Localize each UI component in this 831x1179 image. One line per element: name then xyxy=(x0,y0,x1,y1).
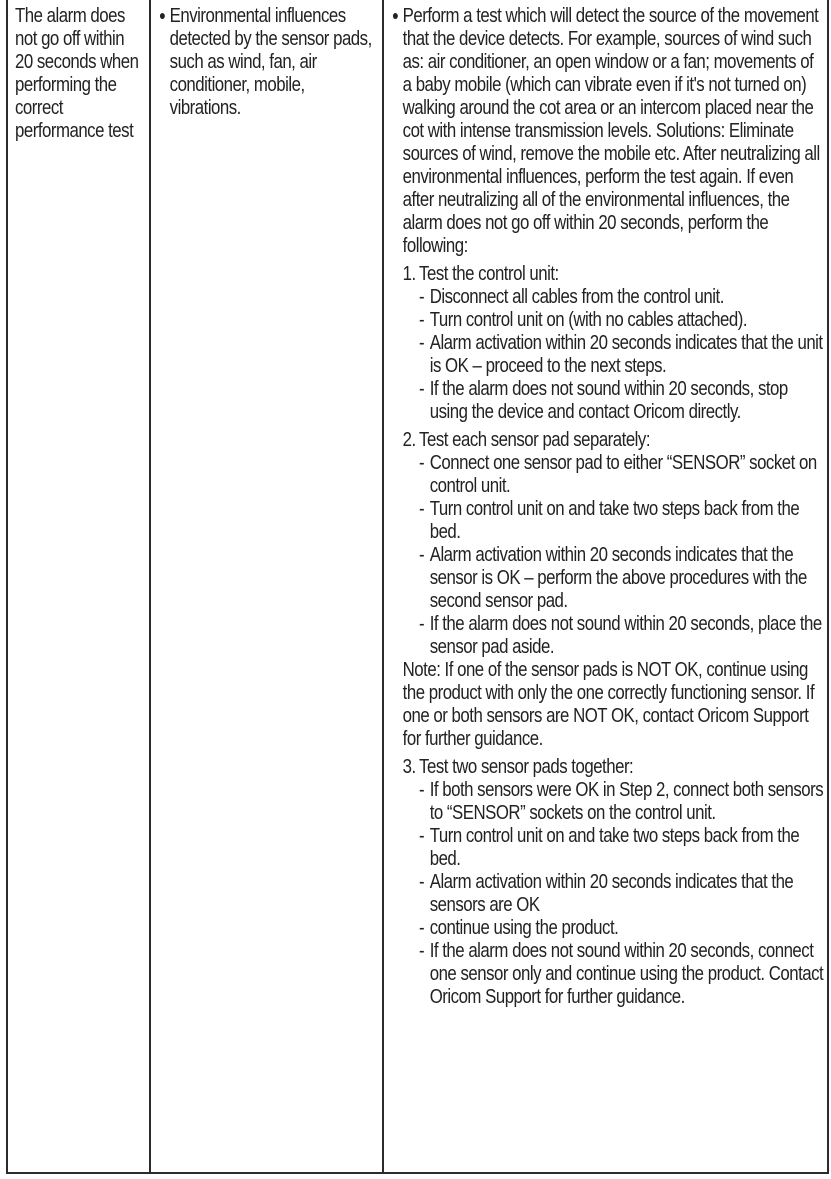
dash-icon: - xyxy=(419,331,425,354)
list-item: - If the alarm does not sound within 20 seconds, connect one sensor only and continue using the product. Contact Oricom Support for further guidance. xyxy=(419,939,824,1008)
dash-icon: - xyxy=(419,377,425,400)
step-2 xyxy=(403,428,826,750)
problem-text: The alarm does not go off within 20 seconds when performing the correct performance test xyxy=(15,4,139,142)
dash-icon: - xyxy=(419,870,425,893)
list-item: - continue using the product. xyxy=(419,916,619,939)
step-title: Test each sensor pad separately: xyxy=(419,428,651,451)
list-item: - Turn control unit on (with no cables attached). xyxy=(419,308,748,331)
step-number: 3. xyxy=(402,755,416,778)
dash-icon: - xyxy=(419,308,425,331)
list-item: - Disconnect all cables from the control unit. xyxy=(419,285,724,308)
dash-icon: - xyxy=(419,497,425,520)
dash-icon: - xyxy=(419,939,425,962)
step-title: Test two sensor pads together: xyxy=(419,755,634,778)
problem-cell xyxy=(8,0,151,1172)
troubleshooting-table xyxy=(6,0,829,1174)
list-item: - If the alarm does not sound within 20 seconds, place the sensor pad aside. xyxy=(419,612,822,658)
list-item: - Connect one sensor pad to either “SENSOR” socket on control unit. xyxy=(419,451,817,497)
dash-icon: - xyxy=(419,824,425,847)
step-3 xyxy=(403,755,826,1008)
step-1 xyxy=(403,262,826,423)
cause-cell xyxy=(151,0,384,1172)
dash-icon: - xyxy=(419,543,425,566)
list-item: - Alarm activation within 20 seconds indicates that the sensors are OK xyxy=(419,870,794,916)
list-item: - Turn control unit on and take two steps back from the bed. xyxy=(419,497,800,543)
bullet-icon: ● xyxy=(159,7,166,23)
step-title: Test the control unit: xyxy=(419,262,559,285)
list-item: - If both sensors were OK in Step 2, connect both sensors to “SENSOR” sockets on the control unit. xyxy=(419,778,824,824)
solution-intro: Perform a test which will detect the source of the movement that the device detects. For example, sources of wind such as: air conditioner, an open window or a fan; movements of a baby mobile (which can vibrate even if it's not turned on) walking around the cot area or an intercom placed near the cot with intense transmission levels. Solutions: Eliminate sources of wind, remove the mobile etc. After neutralizing all environmental influences, perform the test again. If even after neutralizing all of the environmental influences, the alarm does not go off within 20 seconds, perform the following: xyxy=(402,4,820,257)
note-text: Note: If one of the sensor pads is NOT OK, continue using the product with only the one correctly functioning sensor. If one or both sensors are NOT OK, contact Oricom Support for further guidance. xyxy=(402,658,815,750)
cause-text: Environmental influences detected by the sensor pads, such as wind, fan, air conditioner, mobile, vibrations. xyxy=(169,4,372,119)
list-item: - If the alarm does not sound within 20 seconds, stop using the device and contact Oricom directly. xyxy=(419,377,788,423)
list-item: - Turn control unit on and take two steps back from the bed. xyxy=(419,824,800,870)
dash-icon: - xyxy=(419,451,425,474)
dash-icon: - xyxy=(419,285,425,308)
step-number: 2. xyxy=(402,428,416,451)
solution-cell xyxy=(384,0,827,1172)
list-item: - Alarm activation within 20 seconds indicates that the sensor is OK – perform the above procedures with the second sensor pad. xyxy=(419,543,807,612)
bullet-icon: ● xyxy=(392,7,399,23)
dash-icon: - xyxy=(419,916,425,939)
list-item: - Alarm activation within 20 seconds indicates that the unit is OK – proceed to the next steps. xyxy=(419,331,823,377)
dash-icon: - xyxy=(419,778,425,801)
dash-icon: - xyxy=(419,612,425,635)
step-number: 1. xyxy=(402,262,416,285)
